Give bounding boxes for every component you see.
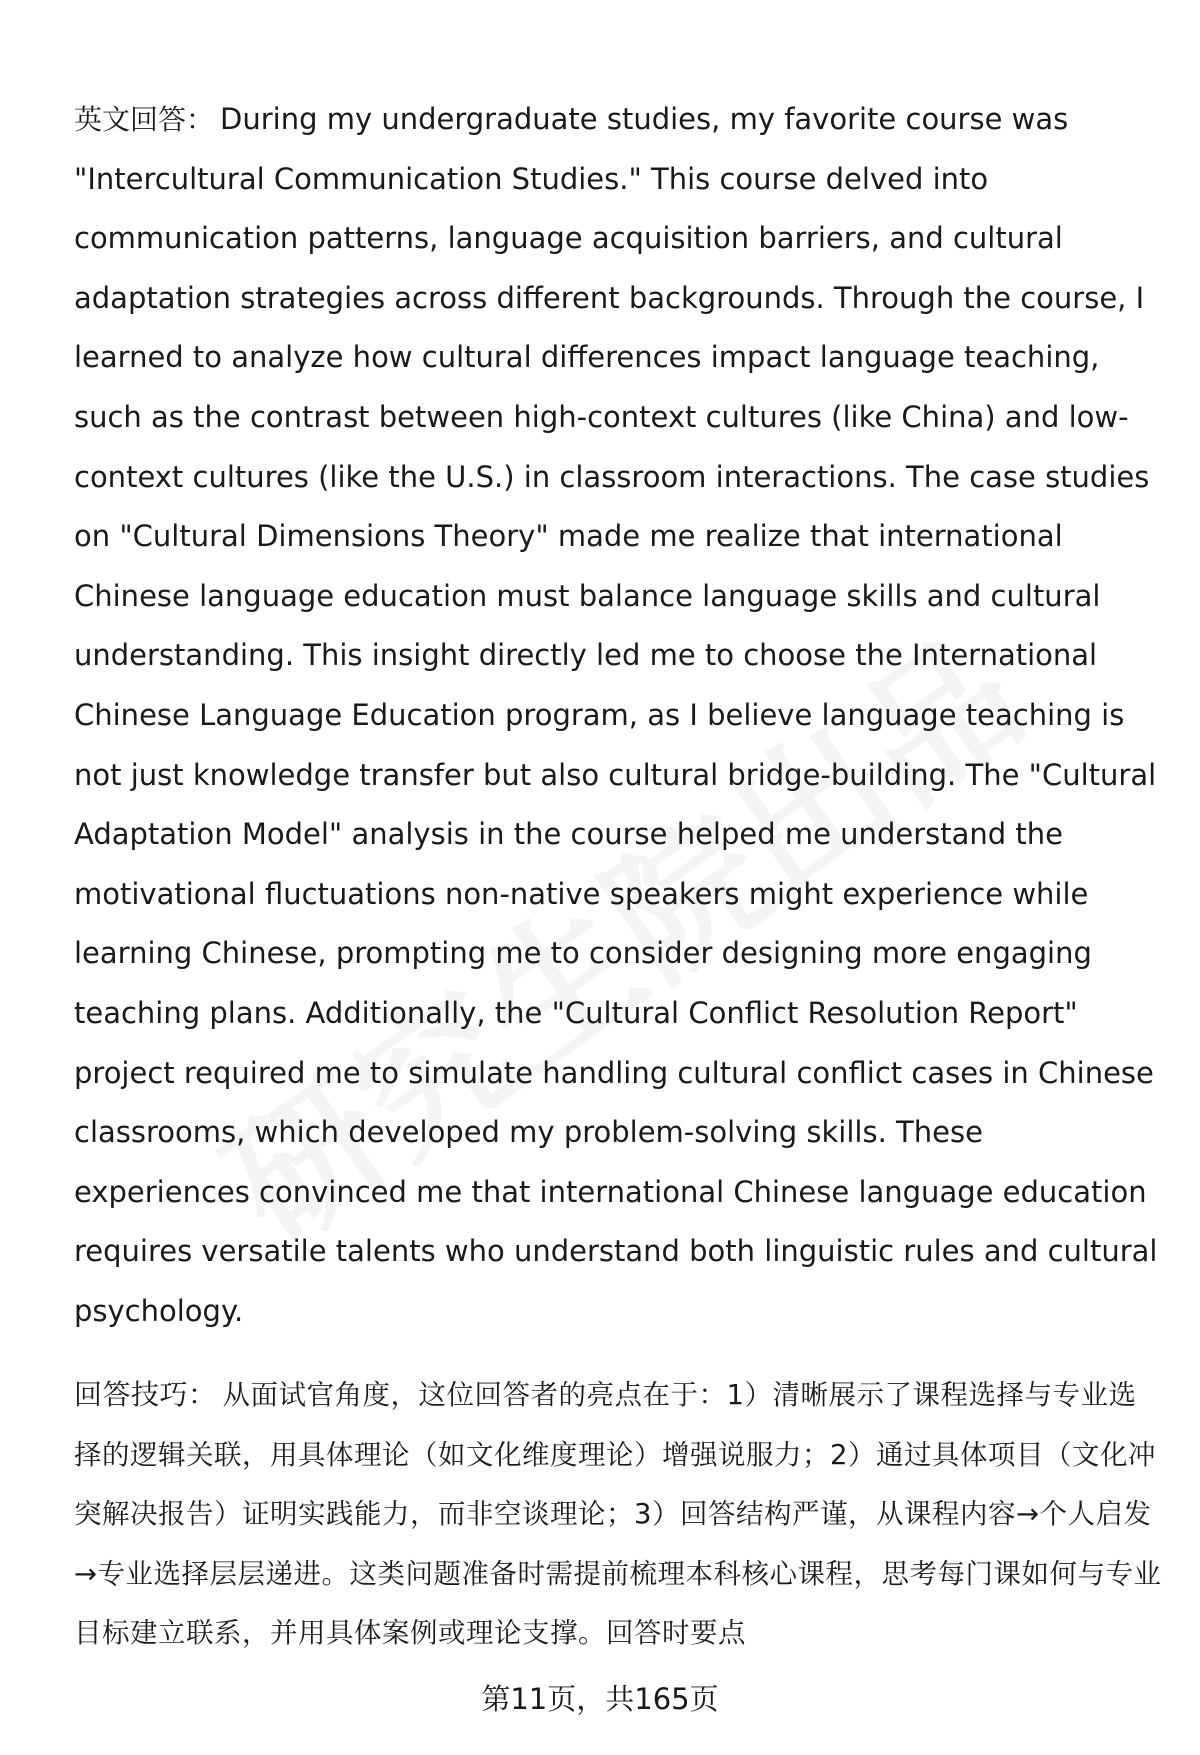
english-answer-label: 英文回答：: [74, 103, 215, 136]
page-number-footer: 第11页，共165页: [481, 1682, 719, 1716]
english-answer-paragraph: [74, 90, 1164, 1341]
answer-tips-label: 回答技巧：: [74, 1378, 217, 1412]
english-answer-text: During my undergraduate studies, my favorite course was "Intercultural Communication Studies." This course delved into communication patterns, language acquisition barriers, and cultural adaptation strategies across different backgrounds. Through the course, I learned to analyze how cultural differences impact language teaching, such as the contrast between high-context cultures (like China) and low-context cultures (like the U.S.) in classroom interactions. The case studies on "Cultural Dimensions Theory" made me realize that international Chinese language education must balance language skills and cultural understanding. This insight directly led me to choose the International Chinese Language Education program, as I believe language teaching is not just knowledge transfer but also cultural bridge-building. The "Cultural Adaptation Model" analysis in the course helped me understand the motivational fluctuations non-native speakers might experience while learning Chinese, prompting me to consider designing more engaging teaching plans. Additionally, the "Cultural Conflict Resolution Report" project required me to simulate handling cultural conflict cases in Chinese classrooms, which developed my problem-solving skills. These experiences convinced me that international Chinese language education requires versatile talents who understand both linguistic rules and cultural psychology.: [74, 102, 1158, 1328]
answer-tips-text: 从面试官角度，这位回答者的亮点在于：1）清晰展示了课程选择与专业选择的逻辑关联，用具体理论（如文化维度理论）增强说服力；2）通过具体项目（文化冲突解决报告）证明实践能力，而非空谈理论；3）回答结构严谨，从课程内容→个人启发→专业选择层层递进。这类问题准备时需提前梳理本科核心课程，思考每门课如何与专业目标建立联系，并用具体案例或理论支撑。回答时要点: [74, 1379, 1162, 1650]
answer-tips-paragraph: [74, 1365, 1164, 1664]
page-content: [74, 90, 1164, 1664]
